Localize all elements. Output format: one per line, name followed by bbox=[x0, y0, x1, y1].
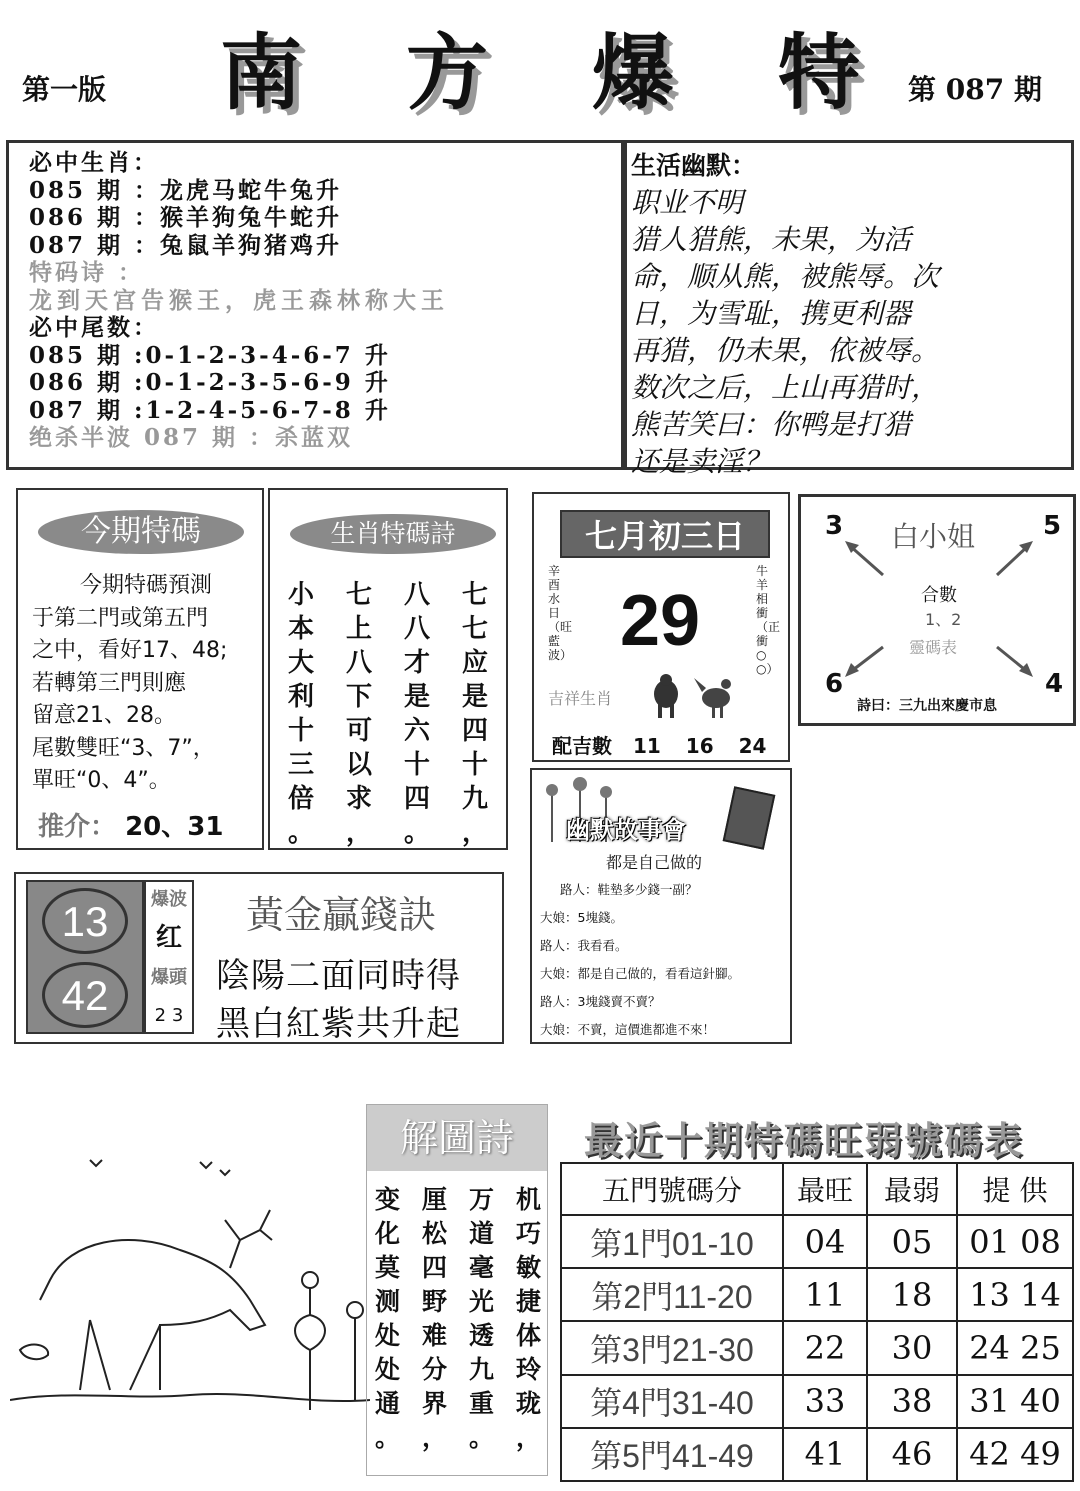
special-line: 尾數雙旺“3、7”， bbox=[32, 735, 215, 761]
special-poem: 龙到天宫告猴王，虎王森林称大王 bbox=[29, 286, 449, 314]
poem-column: 七 七 应 是 四 十 九 ， bbox=[461, 580, 488, 848]
monkey-rooster-icon bbox=[644, 672, 744, 722]
gold-line: 陰陽二面同時得 bbox=[216, 956, 461, 996]
story-line: 路人：我看看。 bbox=[540, 938, 628, 953]
gold-number: 13 bbox=[42, 888, 128, 954]
poem-column: 小 本 大 利 十 三 倍 。 bbox=[288, 580, 315, 848]
lucky-number: 11 bbox=[632, 734, 661, 758]
sum-values: 1、2 bbox=[925, 610, 962, 629]
humor-box bbox=[624, 140, 1074, 478]
book-icon bbox=[723, 786, 776, 850]
table-header: 五門號碼分 bbox=[561, 1163, 783, 1215]
calendar-day: 29 bbox=[619, 581, 701, 661]
special-line: 之中，看好17、48; bbox=[32, 638, 228, 663]
image-poem-column: 万 道 毫 光 透 九 重 。 bbox=[468, 1185, 494, 1452]
story-line: 路人：鞋墊多少錢一副？ bbox=[560, 882, 698, 897]
corner-number: 6 bbox=[825, 669, 844, 699]
story-line: 大娘：5塊錢。 bbox=[540, 910, 623, 925]
animals-label: 吉祥生肖 bbox=[548, 689, 613, 708]
image-poem-badge: 解圖詩 bbox=[367, 1105, 547, 1171]
zodiac-heading: 必中生肖： bbox=[29, 149, 159, 176]
gold-number-panel bbox=[26, 880, 144, 1034]
zodiac-row: 085 期 ：龙虎马蛇牛兔升 bbox=[29, 176, 343, 204]
lucky-label: 配吉數 bbox=[552, 734, 612, 758]
poem-label: 特码诗 ： bbox=[29, 259, 145, 286]
zodiac-row: 086 期 ：猴羊狗兔牛蛇升 bbox=[29, 204, 343, 231]
table-row: 第4門31-40 33 38 31 40 bbox=[561, 1375, 1073, 1428]
masthead-title bbox=[220, 8, 860, 121]
tail-row: 085 期 :0-1-2-3-4-6-7 升 bbox=[29, 341, 391, 369]
head-label: 爆頭 bbox=[151, 967, 187, 988]
poem-column: 八 八 才 是 六 十 四 。 bbox=[403, 580, 430, 848]
image-poem-column: 厘 松 四 野 难 分 界 ， bbox=[421, 1185, 447, 1452]
title-char: 特 bbox=[777, 25, 860, 121]
image-poem-box bbox=[366, 1104, 548, 1476]
table-title: 最近十期特碼旺弱號碼表 bbox=[584, 1119, 1025, 1163]
calendar-box bbox=[532, 492, 790, 762]
humor-line: 职业不明 bbox=[631, 186, 744, 219]
humor-line: 猎人猎熊，未果，为活 bbox=[631, 223, 912, 256]
poem-column: 七 上 八 下 可 以 求 ， bbox=[345, 580, 372, 848]
tail-row: 087 期 :1-2-4-5-6-7-8 升 bbox=[29, 396, 391, 424]
title-char: 方 bbox=[405, 25, 488, 121]
humor-line: 数次之后，上山再猎时， bbox=[631, 371, 940, 404]
title-char: 南 bbox=[220, 25, 303, 121]
special-box bbox=[16, 488, 264, 850]
wave-color: 红 bbox=[155, 923, 182, 953]
corner-number: 4 bbox=[1045, 669, 1064, 699]
title-char: 爆 bbox=[591, 25, 674, 121]
zodiac-poem-box bbox=[268, 488, 508, 850]
zodiac-box bbox=[6, 140, 624, 470]
miss-bai-title: 白小姐 bbox=[891, 520, 976, 553]
humor-line: 再猎，仍未果，依被辱。 bbox=[631, 334, 940, 367]
special-line: 今期特碼預測 bbox=[80, 573, 213, 598]
corner-number: 5 bbox=[1043, 511, 1062, 541]
zodiac-row: 087 期 ：兔鼠羊狗猪鸡升 bbox=[29, 231, 343, 259]
image-poem-column: 机 巧 敏 捷 体 玲 珑 ， bbox=[515, 1185, 541, 1452]
lucky-number: 16 bbox=[685, 734, 714, 758]
table-row: 第2門11-20 11 18 13 14 bbox=[561, 1268, 1073, 1321]
image-poem-column: 变 化 莫 测 处 处 通 。 bbox=[375, 1185, 401, 1452]
table-header: 最弱 bbox=[867, 1163, 957, 1215]
tail-row: 086 期 :0-1-2-3-5-6-9 升 bbox=[29, 369, 391, 396]
humor-heading: 生活幽默： bbox=[631, 151, 757, 180]
sum-label: 合數 bbox=[921, 585, 957, 606]
story-banner: 幽默故事會 bbox=[566, 816, 686, 844]
story-line: 路人：3塊錢賣不賣？ bbox=[540, 994, 661, 1009]
recommend-label: 推介： bbox=[38, 812, 117, 842]
calendar-date-title: 七月初三日 bbox=[560, 510, 770, 558]
table-row: 第5門41-49 41 46 42 49 bbox=[561, 1428, 1073, 1481]
miss-bai-sub: 靈碼表 bbox=[909, 638, 958, 657]
humor-line: 还是卖淫？ bbox=[631, 445, 772, 478]
miss-bai-poem: 詩曰：三九出來慶市息 bbox=[857, 698, 997, 714]
issue-label: 第 087 期 bbox=[908, 73, 1042, 106]
gold-number: 42 bbox=[42, 962, 128, 1028]
gold-box bbox=[14, 872, 504, 1044]
humor-line: 命，顺从熊，被熊辱。次 bbox=[631, 260, 940, 293]
table-row: 第3門21-30 22 30 24 25 bbox=[561, 1321, 1073, 1374]
zodiac-poem-badge: 生肖特碼詩 bbox=[290, 514, 496, 554]
special-line: 若轉第三門則應 bbox=[32, 670, 187, 696]
humor-line: 日，为雪耻，携更利器 bbox=[631, 297, 912, 330]
story-title: 都是自己做的 bbox=[606, 853, 703, 872]
gold-title: 黃金贏錢訣 bbox=[246, 893, 437, 937]
table-header: 最旺 bbox=[783, 1163, 867, 1215]
gold-line: 黑白紅紫共升起 bbox=[216, 1004, 461, 1044]
wave-kill: 绝杀半波 087 期 ：杀蓝双 bbox=[29, 424, 354, 451]
calendar-left-note: 辛酉水日（旺藍波） bbox=[548, 564, 573, 662]
head-values: 2 3 bbox=[154, 1005, 184, 1026]
tail-heading: 必中尾数： bbox=[29, 314, 159, 341]
special-line: 于第二門或第五門 bbox=[32, 605, 209, 631]
corner-number: 3 bbox=[825, 511, 844, 541]
story-box bbox=[530, 768, 792, 1044]
calendar-right-note: 牛羊相衝（正衝○○） bbox=[756, 564, 781, 676]
lucky-number: 24 bbox=[738, 734, 767, 758]
table-row: 第1門01-10 04 05 01 08 bbox=[561, 1215, 1073, 1268]
story-line: 大娘：都是自己做的，看看這針腳。 bbox=[540, 966, 741, 981]
hot-cold-table bbox=[560, 1162, 1074, 1482]
edition-label: 第一版 bbox=[22, 73, 107, 106]
special-line: 留意21、28。 bbox=[32, 703, 176, 728]
special-line: 單旺“0、4”。 bbox=[32, 768, 171, 793]
humor-line: 熊苦笑曰：你鸭是打猎 bbox=[631, 408, 912, 441]
recommend-value: 20、31 bbox=[125, 812, 224, 842]
miss-bai-box bbox=[798, 494, 1076, 726]
table-header: 提 供 bbox=[957, 1163, 1073, 1215]
special-badge: 今期特碼 bbox=[38, 510, 244, 554]
story-line: 大娘：不賣，這價進都進不來！ bbox=[540, 1022, 716, 1037]
wave-label: 爆波 bbox=[151, 889, 187, 910]
deer-illustration bbox=[10, 1150, 370, 1450]
